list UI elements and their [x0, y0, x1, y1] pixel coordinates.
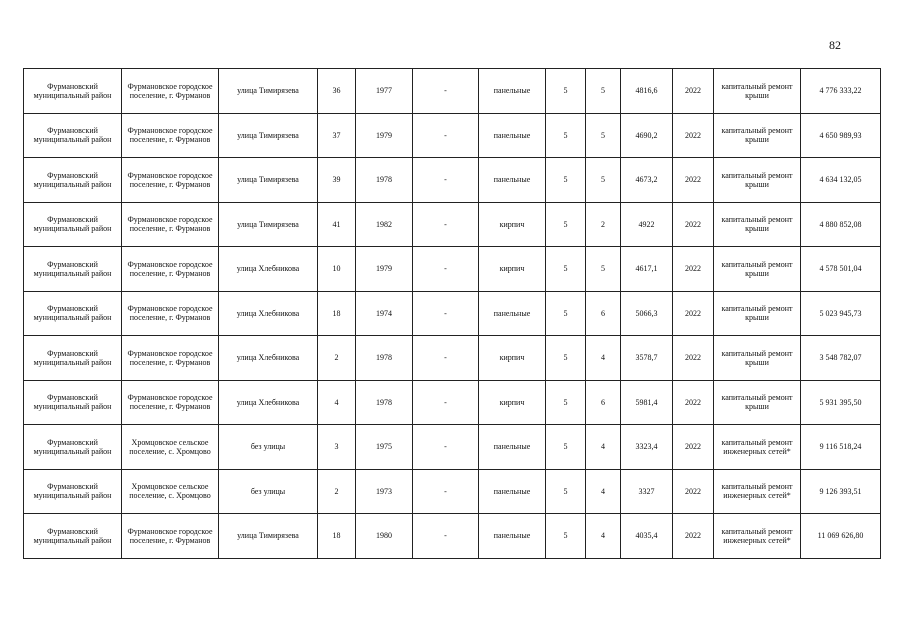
plan-year-cell: 2022: [673, 469, 714, 514]
floors-cell: 5: [546, 380, 586, 425]
house-number-cell: 18: [318, 514, 356, 559]
area-cell: 4922: [621, 202, 673, 247]
wall-material-cell: панельные: [479, 113, 546, 158]
settlement-cell: Фурмановское городское поселение, г. Фурманов: [122, 291, 219, 336]
wall-material-cell: панельные: [479, 469, 546, 514]
entrances-cell: 6: [586, 380, 621, 425]
table-row: [24, 247, 881, 292]
work-type-cell: капитальный ремонт крыши: [714, 336, 801, 381]
table-row: [24, 69, 881, 114]
build-year-cell: 1978: [356, 158, 413, 203]
area-cell: 5981,4: [621, 380, 673, 425]
table-row: [24, 425, 881, 470]
street-cell: улица Тимирязева: [219, 113, 318, 158]
house-number-cell: 10: [318, 247, 356, 292]
district-cell: Фурмановский муниципальный район: [24, 247, 122, 292]
wall-material-cell: панельные: [479, 69, 546, 114]
street-cell: улица Тимирязева: [219, 158, 318, 203]
floors-cell: 5: [546, 469, 586, 514]
empty-cell: -: [413, 514, 479, 559]
cost-cell: 3 548 782,07: [801, 336, 881, 381]
entrances-cell: 2: [586, 202, 621, 247]
area-cell: 3323,4: [621, 425, 673, 470]
floors-cell: 5: [546, 158, 586, 203]
page-number: 82: [829, 38, 841, 52]
work-type-cell: капитальный ремонт инженерных сетей*: [714, 469, 801, 514]
work-type-cell: капитальный ремонт крыши: [714, 113, 801, 158]
empty-cell: -: [413, 113, 479, 158]
district-cell: Фурмановский муниципальный район: [24, 69, 122, 114]
area-cell: 5066,3: [621, 291, 673, 336]
build-year-cell: 1982: [356, 202, 413, 247]
build-year-cell: 1979: [356, 247, 413, 292]
entrances-cell: 4: [586, 425, 621, 470]
plan-year-cell: 2022: [673, 425, 714, 470]
house-number-cell: 39: [318, 158, 356, 203]
plan-year-cell: 2022: [673, 291, 714, 336]
wall-material-cell: панельные: [479, 514, 546, 559]
build-year-cell: 1975: [356, 425, 413, 470]
wall-material-cell: панельные: [479, 291, 546, 336]
empty-cell: -: [413, 69, 479, 114]
settlement-cell: Фурмановское городское поселение, г. Фурманов: [122, 380, 219, 425]
district-cell: Фурмановский муниципальный район: [24, 113, 122, 158]
house-number-cell: 3: [318, 425, 356, 470]
house-number-cell: 2: [318, 336, 356, 381]
cost-cell: 11 069 626,80: [801, 514, 881, 559]
floors-cell: 5: [546, 336, 586, 381]
street-cell: улица Тимирязева: [219, 514, 318, 559]
district-cell: Фурмановский муниципальный район: [24, 514, 122, 559]
build-year-cell: 1978: [356, 336, 413, 381]
wall-material-cell: кирпич: [479, 336, 546, 381]
entrances-cell: 5: [586, 69, 621, 114]
cost-cell: 9 116 518,24: [801, 425, 881, 470]
empty-cell: -: [413, 202, 479, 247]
floors-cell: 5: [546, 514, 586, 559]
settlement-cell: Фурмановское городское поселение, г. Фурманов: [122, 69, 219, 114]
entrances-cell: 4: [586, 469, 621, 514]
work-type-cell: капитальный ремонт крыши: [714, 291, 801, 336]
entrances-cell: 5: [586, 113, 621, 158]
district-cell: Фурмановский муниципальный район: [24, 380, 122, 425]
cost-cell: 4 650 989,93: [801, 113, 881, 158]
area-cell: 4617,1: [621, 247, 673, 292]
area-cell: 4690,2: [621, 113, 673, 158]
plan-year-cell: 2022: [673, 380, 714, 425]
floors-cell: 5: [546, 113, 586, 158]
cost-cell: 4 634 132,05: [801, 158, 881, 203]
settlement-cell: Хромцовское сельское поселение, с. Хромцово: [122, 425, 219, 470]
district-cell: Фурмановский муниципальный район: [24, 469, 122, 514]
plan-year-cell: 2022: [673, 514, 714, 559]
cost-cell: 4 578 501,04: [801, 247, 881, 292]
empty-cell: -: [413, 380, 479, 425]
street-cell: без улицы: [219, 425, 318, 470]
entrances-cell: 6: [586, 291, 621, 336]
area-cell: 3578,7: [621, 336, 673, 381]
street-cell: улица Тимирязева: [219, 202, 318, 247]
work-type-cell: капитальный ремонт крыши: [714, 69, 801, 114]
settlement-cell: Фурмановское городское поселение, г. Фурманов: [122, 113, 219, 158]
table-row: [24, 158, 881, 203]
empty-cell: -: [413, 425, 479, 470]
street-cell: без улицы: [219, 469, 318, 514]
wall-material-cell: кирпич: [479, 202, 546, 247]
work-type-cell: капитальный ремонт крыши: [714, 158, 801, 203]
area-cell: 4673,2: [621, 158, 673, 203]
house-number-cell: 37: [318, 113, 356, 158]
floors-cell: 5: [546, 291, 586, 336]
house-number-cell: 4: [318, 380, 356, 425]
build-year-cell: 1977: [356, 69, 413, 114]
floors-cell: 5: [546, 202, 586, 247]
settlement-cell: Фурмановское городское поселение, г. Фурманов: [122, 336, 219, 381]
house-number-cell: 18: [318, 291, 356, 336]
work-type-cell: капитальный ремонт крыши: [714, 247, 801, 292]
work-type-cell: капитальный ремонт крыши: [714, 202, 801, 247]
district-cell: Фурмановский муниципальный район: [24, 291, 122, 336]
table-body: [24, 69, 881, 559]
street-cell: улица Хлебникова: [219, 291, 318, 336]
build-year-cell: 1978: [356, 380, 413, 425]
house-number-cell: 2: [318, 469, 356, 514]
build-year-cell: 1980: [356, 514, 413, 559]
plan-year-cell: 2022: [673, 247, 714, 292]
plan-year-cell: 2022: [673, 202, 714, 247]
empty-cell: -: [413, 469, 479, 514]
empty-cell: -: [413, 291, 479, 336]
table-row: [24, 514, 881, 559]
cost-cell: 9 126 393,51: [801, 469, 881, 514]
house-number-cell: 36: [318, 69, 356, 114]
plan-year-cell: 2022: [673, 113, 714, 158]
street-cell: улица Хлебникова: [219, 247, 318, 292]
plan-year-cell: 2022: [673, 158, 714, 203]
cost-cell: 5 023 945,73: [801, 291, 881, 336]
district-cell: Фурмановский муниципальный район: [24, 336, 122, 381]
district-cell: Фурмановский муниципальный район: [24, 202, 122, 247]
work-type-cell: капитальный ремонт крыши: [714, 380, 801, 425]
settlement-cell: Хромцовское сельское поселение, с. Хромцово: [122, 469, 219, 514]
housing-repair-table: [23, 68, 881, 559]
settlement-cell: Фурмановское городское поселение, г. Фурманов: [122, 514, 219, 559]
cost-cell: 4 776 333,22: [801, 69, 881, 114]
empty-cell: -: [413, 247, 479, 292]
entrances-cell: 4: [586, 514, 621, 559]
build-year-cell: 1974: [356, 291, 413, 336]
entrances-cell: 5: [586, 158, 621, 203]
plan-year-cell: 2022: [673, 69, 714, 114]
floors-cell: 5: [546, 69, 586, 114]
table-row: [24, 291, 881, 336]
street-cell: улица Хлебникова: [219, 380, 318, 425]
work-type-cell: капитальный ремонт инженерных сетей*: [714, 514, 801, 559]
street-cell: улица Хлебникова: [219, 336, 318, 381]
table-row: [24, 113, 881, 158]
wall-material-cell: панельные: [479, 158, 546, 203]
cost-cell: 5 931 395,50: [801, 380, 881, 425]
wall-material-cell: кирпич: [479, 380, 546, 425]
area-cell: 3327: [621, 469, 673, 514]
entrances-cell: 5: [586, 247, 621, 292]
empty-cell: -: [413, 336, 479, 381]
cost-cell: 4 880 852,08: [801, 202, 881, 247]
build-year-cell: 1979: [356, 113, 413, 158]
settlement-cell: Фурмановское городское поселение, г. Фурманов: [122, 247, 219, 292]
build-year-cell: 1973: [356, 469, 413, 514]
floors-cell: 5: [546, 247, 586, 292]
settlement-cell: Фурмановское городское поселение, г. Фурманов: [122, 202, 219, 247]
table-row: [24, 380, 881, 425]
table-row: [24, 336, 881, 381]
area-cell: 4816,6: [621, 69, 673, 114]
plan-year-cell: 2022: [673, 336, 714, 381]
empty-cell: -: [413, 158, 479, 203]
floors-cell: 5: [546, 425, 586, 470]
house-number-cell: 41: [318, 202, 356, 247]
district-cell: Фурмановский муниципальный район: [24, 425, 122, 470]
work-type-cell: капитальный ремонт инженерных сетей*: [714, 425, 801, 470]
wall-material-cell: кирпич: [479, 247, 546, 292]
street-cell: улица Тимирязева: [219, 69, 318, 114]
table-row: [24, 202, 881, 247]
area-cell: 4035,4: [621, 514, 673, 559]
table-row: [24, 469, 881, 514]
entrances-cell: 4: [586, 336, 621, 381]
wall-material-cell: панельные: [479, 425, 546, 470]
district-cell: Фурмановский муниципальный район: [24, 158, 122, 203]
settlement-cell: Фурмановское городское поселение, г. Фурманов: [122, 158, 219, 203]
